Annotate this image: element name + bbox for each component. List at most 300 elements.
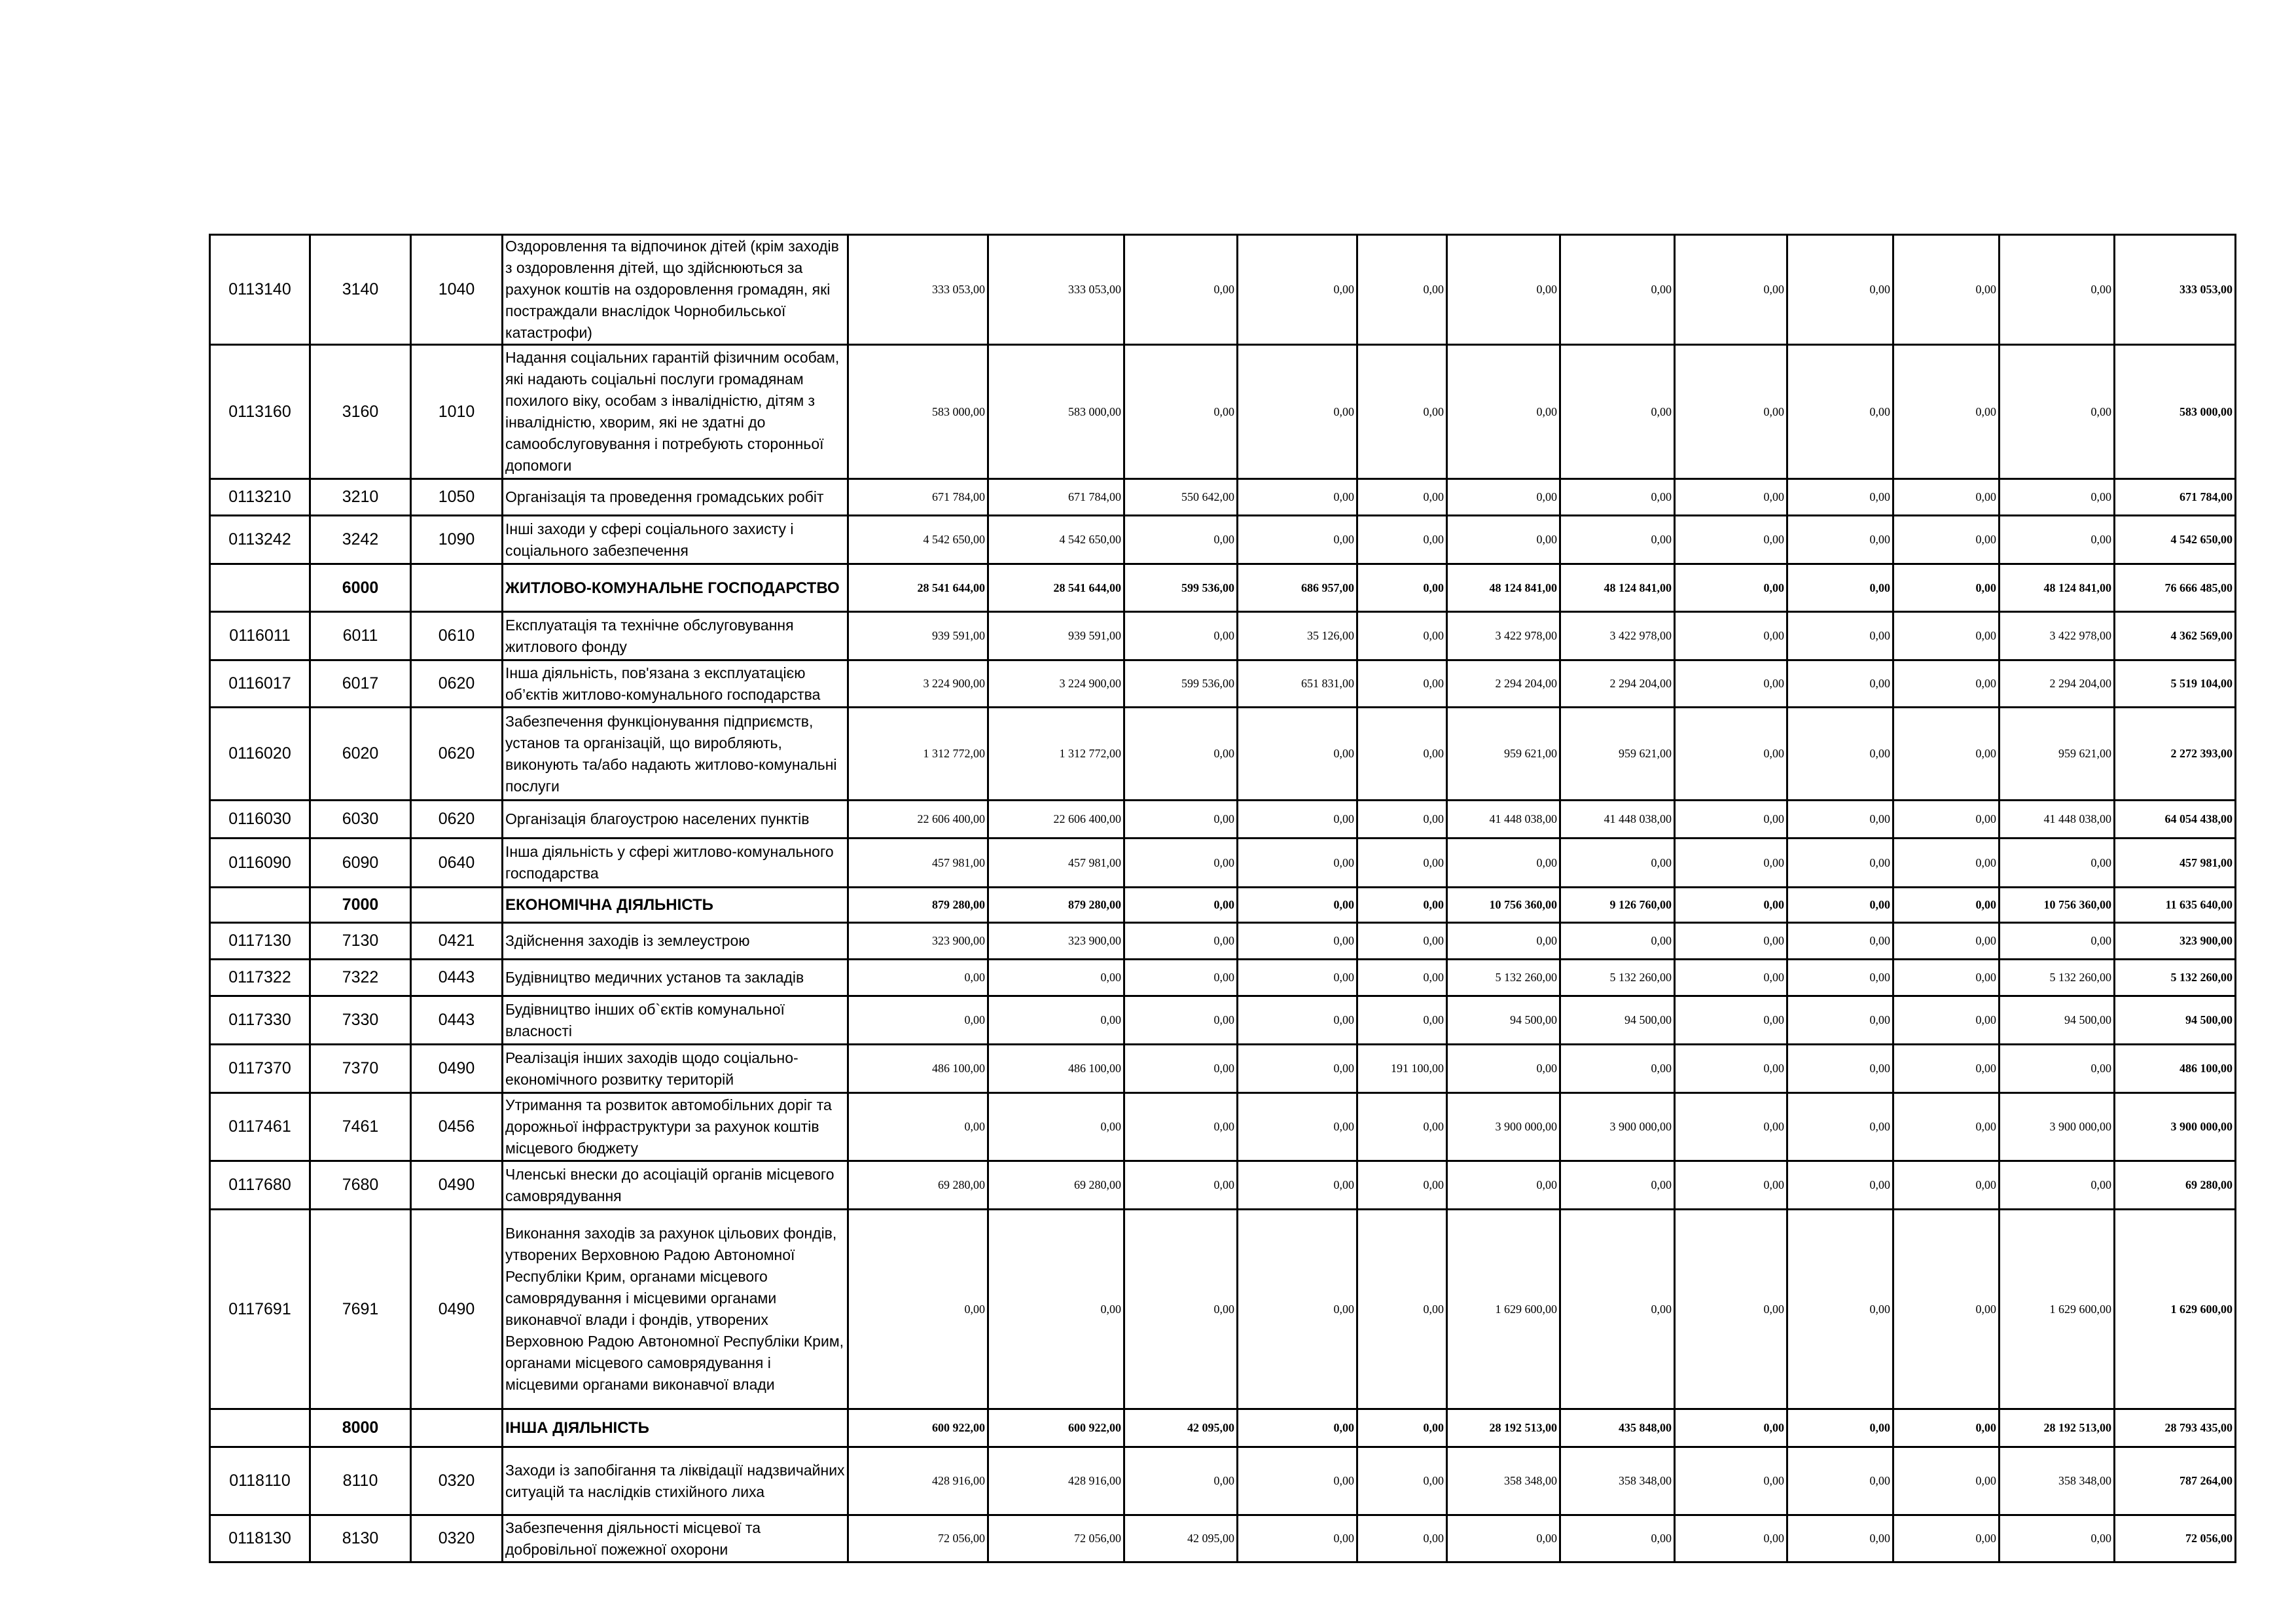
amount-cell: 0,00 bbox=[1893, 923, 2000, 960]
amount-cell: 0,00 bbox=[1893, 612, 2000, 660]
amount-cell: 457 981,00 bbox=[2115, 839, 2236, 888]
amount-cell: 0,00 bbox=[1893, 1093, 2000, 1161]
kpkvk-code-cell: 7322 bbox=[310, 960, 411, 996]
table-row bbox=[210, 996, 2236, 1045]
kfkvk-code-cell: 0620 bbox=[411, 801, 503, 839]
amount-cell: 0,00 bbox=[1447, 345, 1560, 479]
amount-cell: 4 542 650,00 bbox=[2115, 516, 2236, 564]
table-row bbox=[210, 612, 2236, 660]
amount-cell: 0,00 bbox=[1787, 479, 1893, 516]
program-code-cell: 0117322 bbox=[210, 960, 310, 996]
amount-cell: 4 362 569,00 bbox=[2115, 612, 2236, 660]
amount-cell: 5 132 260,00 bbox=[2115, 960, 2236, 996]
amount-cell: 0,00 bbox=[2000, 516, 2115, 564]
amount-cell: 0,00 bbox=[1675, 1515, 1787, 1562]
amount-cell: 671 784,00 bbox=[848, 479, 988, 516]
amount-cell: 3 422 978,00 bbox=[1447, 612, 1560, 660]
kfkvk-code-cell: 0620 bbox=[411, 660, 503, 708]
amount-cell: 939 591,00 bbox=[848, 612, 988, 660]
kfkvk-code-cell: 0490 bbox=[411, 1045, 503, 1093]
amount-cell: 0,00 bbox=[1675, 960, 1787, 996]
amount-cell: 41 448 038,00 bbox=[2000, 801, 2115, 839]
amount-cell: 0,00 bbox=[1893, 1045, 2000, 1093]
amount-cell: 0,00 bbox=[1893, 839, 2000, 888]
amount-cell: 94 500,00 bbox=[1447, 996, 1560, 1045]
amount-cell: 0,00 bbox=[1893, 345, 2000, 479]
amount-cell: 0,00 bbox=[2000, 235, 2115, 345]
amount-cell: 0,00 bbox=[2000, 1045, 2115, 1093]
program-code-cell: 0113210 bbox=[210, 479, 310, 516]
amount-cell: 48 124 841,00 bbox=[1560, 564, 1675, 612]
amount-cell: 3 422 978,00 bbox=[1560, 612, 1675, 660]
table-row bbox=[210, 1447, 2236, 1515]
amount-cell: 72 056,00 bbox=[848, 1515, 988, 1562]
kpkvk-code-cell: 3242 bbox=[310, 516, 411, 564]
amount-cell: 0,00 bbox=[1560, 1161, 1675, 1210]
amount-cell: 0,00 bbox=[1893, 564, 2000, 612]
amount-cell: 28 793 435,00 bbox=[2115, 1409, 2236, 1447]
amount-cell: 0,00 bbox=[1675, 1093, 1787, 1161]
amount-cell: 0,00 bbox=[848, 960, 988, 996]
amount-cell: 69 280,00 bbox=[2115, 1161, 2236, 1210]
amount-cell: 3 224 900,00 bbox=[848, 660, 988, 708]
table-row bbox=[210, 839, 2236, 888]
program-code-cell: 0116011 bbox=[210, 612, 310, 660]
program-name-cell: ЕКОНОМІЧНА ДІЯЛЬНІСТЬ bbox=[503, 888, 848, 923]
amount-cell: 5 132 260,00 bbox=[1560, 960, 1675, 996]
amount-cell: 0,00 bbox=[1787, 1515, 1893, 1562]
amount-cell: 11 635 640,00 bbox=[2115, 888, 2236, 923]
amount-cell: 0,00 bbox=[2000, 345, 2115, 479]
kfkvk-code-cell: 0443 bbox=[411, 960, 503, 996]
amount-cell: 358 348,00 bbox=[1447, 1447, 1560, 1515]
amount-cell: 0,00 bbox=[1124, 1093, 1238, 1161]
amount-cell: 0,00 bbox=[1787, 708, 1893, 801]
amount-cell: 0,00 bbox=[1357, 1161, 1447, 1210]
table-row bbox=[210, 960, 2236, 996]
amount-cell: 0,00 bbox=[1124, 708, 1238, 801]
amount-cell: 0,00 bbox=[1357, 345, 1447, 479]
amount-cell: 0,00 bbox=[1124, 923, 1238, 960]
amount-cell: 42 095,00 bbox=[1124, 1409, 1238, 1447]
program-name-cell: Організація та проведення громадських робіт bbox=[503, 479, 848, 516]
amount-cell: 0,00 bbox=[1560, 235, 1675, 345]
program-name-cell: Забезпечення діяльності місцевої та добровільної пожежної охорони bbox=[503, 1515, 848, 1562]
table-row bbox=[210, 516, 2236, 564]
amount-cell: 48 124 841,00 bbox=[2000, 564, 2115, 612]
amount-cell: 5 132 260,00 bbox=[1447, 960, 1560, 996]
amount-cell: 0,00 bbox=[1893, 1161, 2000, 1210]
amount-cell: 457 981,00 bbox=[988, 839, 1124, 888]
amount-cell: 0,00 bbox=[1238, 1515, 1357, 1562]
amount-cell: 0,00 bbox=[1675, 345, 1787, 479]
program-code-cell: 0116090 bbox=[210, 839, 310, 888]
amount-cell: 0,00 bbox=[1238, 801, 1357, 839]
amount-cell: 0,00 bbox=[1124, 996, 1238, 1045]
program-name-cell: Здійснення заходів із землеустрою bbox=[503, 923, 848, 960]
amount-cell: 0,00 bbox=[1787, 612, 1893, 660]
amount-cell: 0,00 bbox=[1124, 960, 1238, 996]
amount-cell: 0,00 bbox=[2000, 1515, 2115, 1562]
amount-cell: 0,00 bbox=[1893, 1447, 2000, 1515]
amount-cell: 64 054 438,00 bbox=[2115, 801, 2236, 839]
amount-cell: 0,00 bbox=[1787, 960, 1893, 996]
program-name-cell: Інша діяльність, пов'язана з експлуатацією об’єктів житлово-комунального господарства bbox=[503, 660, 848, 708]
program-code-cell: 0116020 bbox=[210, 708, 310, 801]
amount-cell: 10 756 360,00 bbox=[2000, 888, 2115, 923]
amount-cell: 0,00 bbox=[1357, 1210, 1447, 1409]
amount-cell: 0,00 bbox=[1675, 839, 1787, 888]
kfkvk-code-cell: 1040 bbox=[411, 235, 503, 345]
kpkvk-code-cell: 7691 bbox=[310, 1210, 411, 1409]
table-row bbox=[210, 345, 2236, 479]
amount-cell: 358 348,00 bbox=[1560, 1447, 1675, 1515]
amount-cell: 28 541 644,00 bbox=[848, 564, 988, 612]
amount-cell: 41 448 038,00 bbox=[1447, 801, 1560, 839]
amount-cell: 72 056,00 bbox=[2115, 1515, 2236, 1562]
table-row-group-total bbox=[210, 888, 2236, 923]
program-code-cell: 0116030 bbox=[210, 801, 310, 839]
amount-cell: 0,00 bbox=[2000, 1161, 2115, 1210]
amount-cell: 0,00 bbox=[1675, 660, 1787, 708]
amount-cell: 0,00 bbox=[1124, 345, 1238, 479]
amount-cell: 0,00 bbox=[988, 1210, 1124, 1409]
amount-cell: 0,00 bbox=[1447, 479, 1560, 516]
amount-cell: 0,00 bbox=[1787, 235, 1893, 345]
amount-cell: 0,00 bbox=[1675, 801, 1787, 839]
amount-cell: 486 100,00 bbox=[848, 1045, 988, 1093]
kfkvk-code-cell: 0443 bbox=[411, 996, 503, 1045]
amount-cell: 2 272 393,00 bbox=[2115, 708, 2236, 801]
program-code-cell: 0117330 bbox=[210, 996, 310, 1045]
amount-cell: 0,00 bbox=[1787, 839, 1893, 888]
amount-cell: 0,00 bbox=[1357, 839, 1447, 888]
amount-cell: 0,00 bbox=[1357, 516, 1447, 564]
amount-cell: 0,00 bbox=[1447, 235, 1560, 345]
kpkvk-code-cell: 7330 bbox=[310, 996, 411, 1045]
amount-cell: 0,00 bbox=[1675, 1161, 1787, 1210]
amount-cell: 0,00 bbox=[1447, 1515, 1560, 1562]
program-code-cell: 0113242 bbox=[210, 516, 310, 564]
amount-cell: 94 500,00 bbox=[2115, 996, 2236, 1045]
amount-cell: 0,00 bbox=[2000, 923, 2115, 960]
amount-cell: 0,00 bbox=[1357, 1093, 1447, 1161]
kfkvk-code-cell bbox=[411, 1409, 503, 1447]
amount-cell: 0,00 bbox=[1124, 1161, 1238, 1210]
amount-cell: 0,00 bbox=[1560, 923, 1675, 960]
amount-cell: 0,00 bbox=[1357, 1447, 1447, 1515]
amount-cell: 0,00 bbox=[1893, 996, 2000, 1045]
amount-cell: 0,00 bbox=[1447, 839, 1560, 888]
table-row bbox=[210, 923, 2236, 960]
kpkvk-code-cell: 7370 bbox=[310, 1045, 411, 1093]
amount-cell: 0,00 bbox=[1787, 564, 1893, 612]
amount-cell: 486 100,00 bbox=[2115, 1045, 2236, 1093]
amount-cell: 0,00 bbox=[1238, 888, 1357, 923]
amount-cell: 0,00 bbox=[1238, 839, 1357, 888]
amount-cell: 28 192 513,00 bbox=[2000, 1409, 2115, 1447]
kpkvk-code-cell: 8130 bbox=[310, 1515, 411, 1562]
program-code-cell: 0113140 bbox=[210, 235, 310, 345]
amount-cell: 0,00 bbox=[1447, 1161, 1560, 1210]
amount-cell: 435 848,00 bbox=[1560, 1409, 1675, 1447]
amount-cell: 0,00 bbox=[1560, 516, 1675, 564]
amount-cell: 0,00 bbox=[1787, 1447, 1893, 1515]
table-row bbox=[210, 235, 2236, 345]
table-row-group-total bbox=[210, 564, 2236, 612]
program-name-cell: Інші заходи у сфері соціального захисту і соціального забезпечення bbox=[503, 516, 848, 564]
program-name-cell: Інша діяльність у сфері житлово-комунального господарства bbox=[503, 839, 848, 888]
amount-cell: 0,00 bbox=[1238, 1093, 1357, 1161]
kpkvk-code-cell: 7000 bbox=[310, 888, 411, 923]
kpkvk-code-cell: 7680 bbox=[310, 1161, 411, 1210]
amount-cell: 28 192 513,00 bbox=[1447, 1409, 1560, 1447]
kpkvk-code-cell: 6020 bbox=[310, 708, 411, 801]
amount-cell: 0,00 bbox=[848, 996, 988, 1045]
kfkvk-code-cell: 0610 bbox=[411, 612, 503, 660]
budget-table bbox=[209, 234, 2236, 1563]
amount-cell: 428 916,00 bbox=[848, 1447, 988, 1515]
amount-cell: 94 500,00 bbox=[2000, 996, 2115, 1045]
amount-cell: 72 056,00 bbox=[988, 1515, 1124, 1562]
amount-cell: 0,00 bbox=[1787, 660, 1893, 708]
amount-cell: 0,00 bbox=[1675, 1210, 1787, 1409]
amount-cell: 4 542 650,00 bbox=[988, 516, 1124, 564]
amount-cell: 0,00 bbox=[1787, 1093, 1893, 1161]
amount-cell: 0,00 bbox=[1357, 612, 1447, 660]
amount-cell: 2 294 204,00 bbox=[1560, 660, 1675, 708]
amount-cell: 0,00 bbox=[1560, 839, 1675, 888]
amount-cell: 9 126 760,00 bbox=[1560, 888, 1675, 923]
amount-cell: 0,00 bbox=[1238, 708, 1357, 801]
amount-cell: 0,00 bbox=[1447, 516, 1560, 564]
kpkvk-code-cell: 6017 bbox=[310, 660, 411, 708]
amount-cell: 0,00 bbox=[1124, 839, 1238, 888]
table-row bbox=[210, 479, 2236, 516]
kpkvk-code-cell: 6090 bbox=[310, 839, 411, 888]
amount-cell: 0,00 bbox=[1238, 235, 1357, 345]
amount-cell: 28 541 644,00 bbox=[988, 564, 1124, 612]
amount-cell: 0,00 bbox=[1560, 1045, 1675, 1093]
kfkvk-code-cell: 0620 bbox=[411, 708, 503, 801]
table-row bbox=[210, 1515, 2236, 1562]
amount-cell: 959 621,00 bbox=[1447, 708, 1560, 801]
amount-cell: 599 536,00 bbox=[1124, 564, 1238, 612]
amount-cell: 879 280,00 bbox=[848, 888, 988, 923]
amount-cell: 599 536,00 bbox=[1124, 660, 1238, 708]
amount-cell: 0,00 bbox=[1357, 1515, 1447, 1562]
amount-cell: 3 224 900,00 bbox=[988, 660, 1124, 708]
program-name-cell: Заходи із запобігання та ліквідації надзвичайних ситуацій та наслідків стихійного лиха bbox=[503, 1447, 848, 1515]
amount-cell: 0,00 bbox=[1675, 516, 1787, 564]
amount-cell: 0,00 bbox=[1238, 1409, 1357, 1447]
amount-cell: 0,00 bbox=[1357, 923, 1447, 960]
table-row bbox=[210, 1210, 2236, 1409]
amount-cell: 76 666 485,00 bbox=[2115, 564, 2236, 612]
kfkvk-code-cell: 0320 bbox=[411, 1447, 503, 1515]
amount-cell: 35 126,00 bbox=[1238, 612, 1357, 660]
amount-cell: 0,00 bbox=[1893, 708, 2000, 801]
table-row bbox=[210, 1045, 2236, 1093]
program-name-cell: Організація благоустрою населених пунктів bbox=[503, 801, 848, 839]
amount-cell: 22 606 400,00 bbox=[988, 801, 1124, 839]
amount-cell: 0,00 bbox=[1675, 1447, 1787, 1515]
amount-cell: 0,00 bbox=[1238, 960, 1357, 996]
kpkvk-code-cell: 6000 bbox=[310, 564, 411, 612]
amount-cell: 0,00 bbox=[1675, 612, 1787, 660]
amount-cell: 0,00 bbox=[1893, 516, 2000, 564]
amount-cell: 0,00 bbox=[1560, 1210, 1675, 1409]
kfkvk-code-cell: 0490 bbox=[411, 1161, 503, 1210]
amount-cell: 0,00 bbox=[1124, 1447, 1238, 1515]
amount-cell: 0,00 bbox=[1675, 708, 1787, 801]
amount-cell: 879 280,00 bbox=[988, 888, 1124, 923]
program-code-cell: 0117680 bbox=[210, 1161, 310, 1210]
kfkvk-code-cell: 1090 bbox=[411, 516, 503, 564]
amount-cell: 0,00 bbox=[1124, 1210, 1238, 1409]
amount-cell: 0,00 bbox=[1675, 1045, 1787, 1093]
program-code-cell: 0118130 bbox=[210, 1515, 310, 1562]
amount-cell: 0,00 bbox=[1357, 1409, 1447, 1447]
program-name-cell: Утримання та розвиток автомобільних доріг та дорожньої інфраструктури за рахунок коштів місцевого бюджету bbox=[503, 1093, 848, 1161]
amount-cell: 0,00 bbox=[1124, 801, 1238, 839]
amount-cell: 939 591,00 bbox=[988, 612, 1124, 660]
kfkvk-code-cell: 0490 bbox=[411, 1210, 503, 1409]
program-code-cell: 0117691 bbox=[210, 1210, 310, 1409]
amount-cell: 0,00 bbox=[1893, 801, 2000, 839]
amount-cell: 2 294 204,00 bbox=[2000, 660, 2115, 708]
amount-cell: 0,00 bbox=[1238, 996, 1357, 1045]
amount-cell: 0,00 bbox=[1238, 1161, 1357, 1210]
program-code-cell: 0113160 bbox=[210, 345, 310, 479]
kpkvk-code-cell: 3160 bbox=[310, 345, 411, 479]
amount-cell: 22 606 400,00 bbox=[848, 801, 988, 839]
amount-cell: 671 784,00 bbox=[988, 479, 1124, 516]
amount-cell: 333 053,00 bbox=[2115, 235, 2236, 345]
amount-cell: 0,00 bbox=[1893, 660, 2000, 708]
program-name-cell: Виконання заходів за рахунок цільових фондів, утворених Верховною Радою Автономної Республіки Крим, органами місцевого самоврядування і місцевими органами виконавчої влади і фондів, утворених Верховною Радою Автономної Республіки Крим, органами місцевого самоврядування і місцевими органами виконавчої влади bbox=[503, 1210, 848, 1409]
amount-cell: 0,00 bbox=[1238, 1210, 1357, 1409]
amount-cell: 0,00 bbox=[1357, 960, 1447, 996]
amount-cell: 333 053,00 bbox=[848, 235, 988, 345]
amount-cell: 0,00 bbox=[1787, 516, 1893, 564]
amount-cell: 48 124 841,00 bbox=[1447, 564, 1560, 612]
amount-cell: 0,00 bbox=[1787, 996, 1893, 1045]
amount-cell: 3 900 000,00 bbox=[1560, 1093, 1675, 1161]
amount-cell: 550 642,00 bbox=[1124, 479, 1238, 516]
amount-cell: 69 280,00 bbox=[848, 1161, 988, 1210]
amount-cell: 0,00 bbox=[1675, 1409, 1787, 1447]
program-code-cell bbox=[210, 564, 310, 612]
amount-cell: 4 542 650,00 bbox=[848, 516, 988, 564]
amount-cell: 0,00 bbox=[1447, 923, 1560, 960]
table-row bbox=[210, 801, 2236, 839]
program-name-cell: Будівництво медичних установ та закладів bbox=[503, 960, 848, 996]
amount-cell: 0,00 bbox=[988, 996, 1124, 1045]
amount-cell: 0,00 bbox=[1238, 345, 1357, 479]
kpkvk-code-cell: 3140 bbox=[310, 235, 411, 345]
amount-cell: 1 312 772,00 bbox=[988, 708, 1124, 801]
program-code-cell bbox=[210, 1409, 310, 1447]
amount-cell: 0,00 bbox=[1893, 1515, 2000, 1562]
amount-cell: 42 095,00 bbox=[1124, 1515, 1238, 1562]
amount-cell: 3 900 000,00 bbox=[1447, 1093, 1560, 1161]
amount-cell: 959 621,00 bbox=[2000, 708, 2115, 801]
amount-cell: 671 784,00 bbox=[2115, 479, 2236, 516]
kfkvk-code-cell: 1050 bbox=[411, 479, 503, 516]
program-code-cell: 0117461 bbox=[210, 1093, 310, 1161]
amount-cell: 0,00 bbox=[1357, 996, 1447, 1045]
amount-cell: 0,00 bbox=[1124, 235, 1238, 345]
budget-table-body bbox=[210, 235, 2236, 1562]
amount-cell: 0,00 bbox=[1357, 708, 1447, 801]
amount-cell: 0,00 bbox=[1238, 1447, 1357, 1515]
table-row bbox=[210, 1161, 2236, 1210]
kfkvk-code-cell: 0456 bbox=[411, 1093, 503, 1161]
amount-cell: 0,00 bbox=[1560, 1515, 1675, 1562]
amount-cell: 3 900 000,00 bbox=[2000, 1093, 2115, 1161]
program-code-cell: 0117130 bbox=[210, 923, 310, 960]
amount-cell: 0,00 bbox=[1447, 1045, 1560, 1093]
table-row-group-total bbox=[210, 1409, 2236, 1447]
program-name-cell: Оздоровлення та відпочинок дітей (крім заходів з оздоровлення дітей, що здійснюються за рахунок коштів на оздоровлення громадян, які постраждали внаслідок Чорнобильської катастрофи) bbox=[503, 235, 848, 345]
amount-cell: 0,00 bbox=[1787, 801, 1893, 839]
amount-cell: 2 294 204,00 bbox=[1447, 660, 1560, 708]
amount-cell: 0,00 bbox=[1893, 235, 2000, 345]
amount-cell: 0,00 bbox=[1893, 1210, 2000, 1409]
amount-cell: 0,00 bbox=[1893, 479, 2000, 516]
program-code-cell: 0118110 bbox=[210, 1447, 310, 1515]
table-row bbox=[210, 660, 2236, 708]
kpkvk-code-cell: 7130 bbox=[310, 923, 411, 960]
amount-cell: 583 000,00 bbox=[988, 345, 1124, 479]
program-name-cell: ЖИТЛОВО-КОМУНАЛЬНЕ ГОСПОДАРСТВО bbox=[503, 564, 848, 612]
kpkvk-code-cell: 8110 bbox=[310, 1447, 411, 1515]
program-code-cell: 0117370 bbox=[210, 1045, 310, 1093]
amount-cell: 457 981,00 bbox=[848, 839, 988, 888]
amount-cell: 0,00 bbox=[848, 1093, 988, 1161]
amount-cell: 1 312 772,00 bbox=[848, 708, 988, 801]
amount-cell: 1 629 600,00 bbox=[2000, 1210, 2115, 1409]
amount-cell: 0,00 bbox=[848, 1210, 988, 1409]
amount-cell: 583 000,00 bbox=[848, 345, 988, 479]
kfkvk-code-cell bbox=[411, 888, 503, 923]
amount-cell: 0,00 bbox=[2000, 839, 2115, 888]
program-code-cell bbox=[210, 888, 310, 923]
amount-cell: 787 264,00 bbox=[2115, 1447, 2236, 1515]
amount-cell: 0,00 bbox=[1238, 516, 1357, 564]
amount-cell: 69 280,00 bbox=[988, 1161, 1124, 1210]
amount-cell: 0,00 bbox=[1787, 888, 1893, 923]
amount-cell: 41 448 038,00 bbox=[1560, 801, 1675, 839]
amount-cell: 0,00 bbox=[1238, 923, 1357, 960]
amount-cell: 1 629 600,00 bbox=[1447, 1210, 1560, 1409]
amount-cell: 0,00 bbox=[1357, 564, 1447, 612]
table-row bbox=[210, 708, 2236, 801]
amount-cell: 3 422 978,00 bbox=[2000, 612, 2115, 660]
amount-cell: 486 100,00 bbox=[988, 1045, 1124, 1093]
amount-cell: 0,00 bbox=[1675, 479, 1787, 516]
amount-cell: 0,00 bbox=[1560, 345, 1675, 479]
amount-cell: 428 916,00 bbox=[988, 1447, 1124, 1515]
amount-cell: 0,00 bbox=[1124, 1045, 1238, 1093]
amount-cell: 5 132 260,00 bbox=[2000, 960, 2115, 996]
amount-cell: 358 348,00 bbox=[2000, 1447, 2115, 1515]
amount-cell: 0,00 bbox=[988, 960, 1124, 996]
kpkvk-code-cell: 6011 bbox=[310, 612, 411, 660]
amount-cell: 0,00 bbox=[1675, 235, 1787, 345]
program-name-cell: Забезпечення функціонування підприємств, установ та організацій, що виробляють, виконують та/або надають житлово-комунальні послуги bbox=[503, 708, 848, 801]
